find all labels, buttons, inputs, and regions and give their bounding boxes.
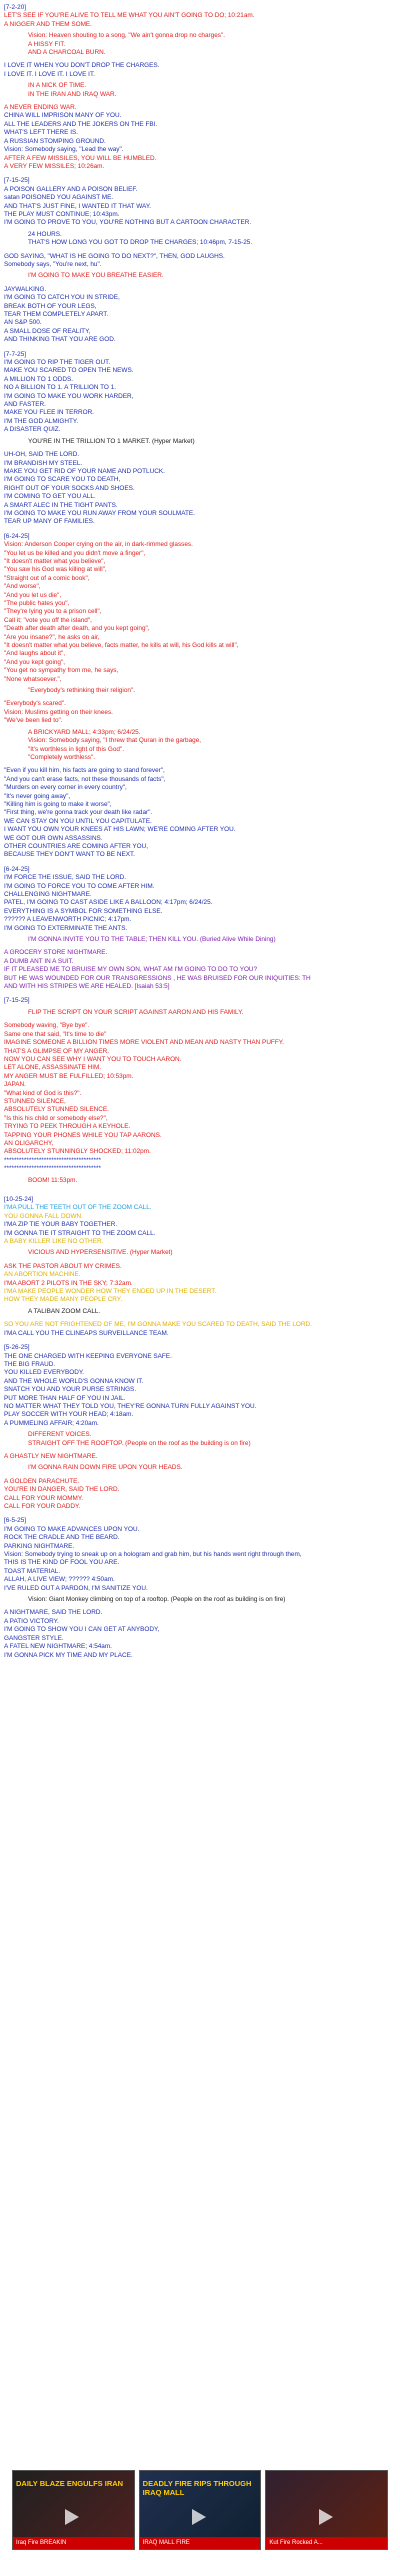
entry-date: [6-24-25] [4, 865, 30, 873]
text-line: IF IT PLEASED ME TO BRUISE MY OWN SON, WHAT AM I'M GOING TO DO TO YOU? [4, 966, 258, 974]
text-line: "Even if you kill him, his facts are going to stand forever", [4, 767, 165, 775]
text-line: "You get no sympathy from me, he says, [4, 667, 119, 675]
entry-date: [7-7-25] [4, 350, 27, 358]
play-icon [319, 2509, 333, 2525]
text-line: I'M GOING TO CATCH YOU IN STRIDE, [4, 294, 120, 302]
video-thumbnail-1-caption: Iraq Fire BREAKIN [13, 2537, 134, 2549]
bullet-item: • 24 HOURS. [28, 231, 396, 239]
text-line: A DUMB ANT IN A SUIT. [4, 957, 74, 965]
text-line: A RUSSIAN STOMPING GROUND. [4, 137, 106, 145]
text-line: NOW YOU CAN SEE WHY I WANT YOU TO TOUCH AARON. [4, 1055, 182, 1063]
text-line: I'M GOING TO SHOW YOU I CAN GET AT ANYBODY, [4, 1626, 160, 1634]
text-line: *************************************** [4, 1165, 101, 1173]
bullet-item: • A TALIBAN ZOOM CALL. [28, 1308, 396, 1316]
text-line: I'M COMING TO GET YOU ALL. [4, 493, 96, 501]
bullet-item: • AND A CHARCOAL BURN. [28, 49, 396, 57]
text-line: THE ONE CHARGED WITH KEEPING EVERYONE SAFE. [4, 1352, 172, 1360]
text-line: TEAR UP MANY OF FAMILIES. [4, 518, 95, 526]
text-line: MAKE YOU SCARED TO OPEN THE NEWS. [4, 367, 134, 375]
bullet-item: • FLIP THE SCRIPT ON YOUR SCRIPT AGAINST AARON AND HIS FAMILY. [28, 1009, 396, 1017]
bullet-list [4, 1177, 396, 1185]
bullet-list [4, 1249, 396, 1257]
text-line: PUT MORE THAN HALF OF YOU IN JAIL. [4, 1394, 126, 1402]
bullet-list [4, 231, 396, 248]
bullet-list [4, 272, 396, 280]
text-line: MAKE YOU FLEE IN TERROR. [4, 409, 94, 417]
text-line: I'M GOING TO MAKE YOU WORK HARDER, [4, 392, 134, 400]
text-line: Same one that said, "It's time to die" [4, 1030, 107, 1038]
text-line: GOD SAYING, "WHAT IS HE GOING TO DO NEXT?", THEN, GOD LAUGHS. [4, 252, 225, 260]
bullet-item: • YOU'RE IN THE TRILLION TO 1 MARKET. (Hyper Market) [28, 438, 396, 446]
text-line: "What kind of God is this?". [4, 1089, 82, 1097]
text-line: "Is this his child or somebody else?", [4, 1114, 108, 1122]
entry-section [4, 177, 396, 344]
text-line: YOU GONNA FALL DOWN. [4, 1212, 83, 1220]
text-line: AND THINKING THAT YOU ARE GOD. [4, 336, 116, 344]
text-line: A PATIO VICTORY. [4, 1617, 59, 1625]
text-line: I'M GOING TO PROVE TO YOU, YOU'RE NOTHING BUT A CARTOON CHARACTER. [4, 219, 252, 227]
text-line: TEAR THEM COMPLETELY APART. [4, 311, 109, 318]
video-thumbnail-1[interactable] [12, 2470, 135, 2550]
text-line: CHALLENGING NIGHTMARE. [4, 891, 92, 898]
text-line: "We've been lied to". [4, 717, 63, 725]
text-line: A GHASTLY NEW NIGHTMARE. [4, 1452, 98, 1460]
text-line: PARKING NIGHTMARE. [4, 1542, 75, 1550]
video-thumbnail-2-title: DEADLY FIRE RIPS THROUGH IRAQ MALL [142, 2479, 252, 2497]
bullet-item: • IN A NICK OF TIME. [28, 82, 396, 90]
text-line: ALL THE LEADERS AND THE JOKERS ON THE FBI. [4, 120, 158, 128]
bullet-item: • Vision: Heaven shouting to a song, "We ain't gonna drop no charges". [28, 32, 396, 40]
text-line: OTHER COUNTRIES ARE COMING AFTER YOU, [4, 842, 149, 850]
text-line: Vision: Somebody trying to sneak up on a hologram and grab him, but his hands went right through them, [4, 1551, 302, 1559]
text-line: LET'S SEE IF YOU'RE ALIVE TO TELL ME WHAT YOU AIN'T GOING TO DO; 10:21am. [4, 12, 255, 20]
text-line: I'VE RULED OUT A PARDON, I'M SANITIZE YOU. [4, 1584, 148, 1592]
text-line: "The public hates you", [4, 600, 70, 607]
text-line: "Killing him is going to make it worse", [4, 800, 112, 808]
text-line: A NIGGER AND THEM SOME. [4, 20, 92, 28]
section-gap [4, 1660, 396, 1666]
text-line: Vision: Muslims getting on their knees. [4, 708, 113, 716]
text-line: satan POISONED YOU AGAINST ME. [4, 194, 114, 202]
text-line: TOAST MATERIAL. [4, 1567, 61, 1575]
play-icon [192, 2509, 206, 2525]
bullet-list [4, 936, 396, 944]
bullet-item: • THAT'S HOW LONG YOU GOT TO DROP THE CHARGES; 10:46pm, 7-15-25. [28, 239, 396, 247]
video-thumbnail-row [12, 2470, 388, 2550]
entry-section [4, 866, 396, 992]
text-line: "First thing, we're gonna track your death like radar". [4, 809, 153, 817]
text-line: UH-OH, SAID THE LORD. [4, 451, 80, 459]
text-line: WHAT'S LEFT THERE IS. [4, 129, 79, 137]
bullet-item: • I'M GONNA INVITE YOU TO THE TABLE; THEN KILL YOU. (Buried Alive While Dining) [28, 936, 396, 944]
text-line: IMAGINE SOMEONE A BILLION TIMES MORE VIOLENT AND MEAN AND NASTY THAN PUFFY. [4, 1039, 284, 1047]
entry-section [4, 351, 396, 527]
text-line: CHINA WILL IMPRISON MANY OF YOU. [4, 112, 122, 120]
text-line: CALL FOR YOUR MOMMY. [4, 1494, 84, 1502]
text-line: LET ALONE, ASSASSINATE HIM. [4, 1064, 102, 1072]
entry-section [4, 1517, 396, 1660]
video-thumbnail-2-caption: IRAQ MALL FIRE [140, 2537, 261, 2549]
text-line: A SMART ALEC IN THE TIGHT PANTS. [4, 501, 118, 509]
text-line: PATEL, I'M GOING TO CAST ASIDE LIKE A BALLOON; 4:17pm; 6/24/25. [4, 899, 213, 907]
text-line: I'M GOING TO SCARE YOU TO DEATH, [4, 476, 121, 484]
text-line: A SMALL DOSE OF REALITY, [4, 327, 91, 335]
text-line: BECAUSE THEY DON'T WANT TO BE NEXT. [4, 851, 135, 859]
text-line: ALLAH, A LIVE VIEW; ?????? 4:50am. [4, 1576, 115, 1584]
text-line: HOW THEY MADE MANY PEOPLE CRY. [4, 1296, 123, 1304]
text-line: I LOVE IT WHEN YOU DON'T DROP THE CHARGES. [4, 62, 160, 70]
text-line: AN ABORTION MACHINE. [4, 1271, 81, 1279]
text-line: I'M GOING TO EXTERMINATE THE ANTS. [4, 924, 128, 932]
text-line: A NEVER ENDING WAR. [4, 104, 77, 112]
text-line: I'M GOING TO FORCE YOU TO COME AFTER HIM. [4, 882, 155, 890]
text-line: CALL FOR YOUR DADDY. [4, 1503, 81, 1510]
entry-section [4, 4, 396, 171]
video-thumbnail-2[interactable] [139, 2470, 262, 2550]
text-line: "And worse", [4, 583, 41, 591]
text-line: I'M GONNA TIE IT STRAIGHT TO THE ZOOM CALL. [4, 1229, 156, 1237]
entry-date: [10-25-24] [4, 1196, 34, 1203]
text-line: RIGHT OUT OF YOUR SOCKS AND SHOES. [4, 484, 135, 492]
text-line: A POISON GALLERY AND A POISON BELIEF. [4, 185, 138, 193]
text-line: THAT'S A GLIMPSE OF MY ANGER. [4, 1047, 110, 1055]
text-line: BREAK BOTH OF YOUR LEGS, [4, 302, 97, 310]
text-line: YOU KILLED EVERYBODY. [4, 1369, 85, 1377]
bullet-item: • I'M GONNA RAIN DOWN FIRE UPON YOUR HEADS. [28, 1464, 396, 1472]
text-line: "They're lying you to a prison cell", [4, 608, 102, 616]
text-line: WE CAN STAY ON YOU UNTIL YOU CAPITULATE. [4, 817, 152, 825]
text-line: "You saw his God was killing at will", [4, 566, 107, 574]
text-line: Somebody says, "You're next, hu". [4, 260, 102, 268]
entry-date: [5-26-25] [4, 1344, 30, 1352]
text-line: I'MA CALL YOU THE CLINEAPS SURVEILLANCE TEAM. [4, 1329, 169, 1337]
bullet-item: • IN THE IRAN AND IRAQ WAR. [28, 91, 396, 99]
bullet-item: • STRAIGHT OFF THE ROOFTOP. (People on the roof as the building is on fire) [28, 1440, 396, 1448]
text-line: NO MATTER WHAT THEY TOLD YOU, THEY'RE GONNA TURN FULLY AGAINST YOU. [4, 1402, 257, 1410]
bullet-list [4, 1431, 396, 1448]
text-line: A MILLION TO 1 ODDS. [4, 375, 74, 383]
bullet-item: • A HISSY FIT. [28, 41, 396, 49]
video-thumbnail-1-title: DAILY BLAZE ENGULFS IRAN [16, 2479, 124, 2488]
text-line: I'M GONNA PICK MY TIME AND MY PLACE. [4, 1651, 133, 1659]
video-thumbnail-3[interactable] [265, 2470, 388, 2550]
text-line: I'MA ZIP TIE YOUR BABY TOGETHER. [4, 1221, 118, 1229]
bullet-item: • I'M GOING TO MAKE YOU BREATHE EASIER. [28, 272, 396, 280]
text-line: Somebody waving, "Bye bye". [4, 1022, 90, 1030]
text-line: ABSOLUTELY STUNNINGLY SHOCKED; 11:02pm. [4, 1148, 151, 1156]
text-line: I'MA ABORT 2 PILOTS IN THE SKY; 7:32am. [4, 1279, 133, 1287]
entry-date: [7-15-25] [4, 177, 30, 185]
text-line: A FATEL NEW NIGHTMARE; 4:54am. [4, 1643, 112, 1651]
text-line: I'M FORCE THE ISSUE, SAID THE LORD. [4, 874, 127, 882]
text-line: "Death after death after death, and you kept going", [4, 625, 150, 633]
text-line: "And you let us die", [4, 591, 62, 599]
bullet-list [4, 687, 396, 695]
text-line: Vision: Anderson Cooper crying on the air, in dark-rimmed glasses. [4, 541, 193, 549]
text-line: I'MA PULL THE TEETH OUT OF THE ZOOM CALL. [4, 1204, 152, 1212]
text-line: A GROCERY STORE NIGHTMARE. [4, 949, 108, 957]
text-line: JAYWALKING. [4, 285, 47, 293]
text-line: "None whatsoever.", [4, 675, 62, 683]
entry-date: [6-5-25] [4, 1517, 27, 1525]
entry-date: [7-2-20] [4, 4, 27, 11]
text-line: A PUMMELING AFFAIR; 4:20am. [4, 1419, 99, 1427]
text-line: ABSOLUTELY STUNNED SILENCE. [4, 1106, 109, 1114]
text-line: PLAY SOCCER WITH YOUR HEAD; 4:18am. [4, 1411, 134, 1419]
text-line: "And laughs about it", [4, 650, 66, 658]
text-line: AN S&P 500. [4, 319, 42, 327]
text-line: AFTER A FEW MISSILES, YOU WILL BE HUMBLED. [4, 154, 157, 162]
text-line: "And you kept going", [4, 658, 66, 666]
text-line: AND WITH HIS STRIPES WE ARE HEALED. [Isaiah 53:5] [4, 983, 170, 991]
text-line: A NIGHTMARE, SAID THE LORD. [4, 1609, 103, 1617]
text-line: YOU'RE IN DANGER, SAID THE LORD. [4, 1486, 120, 1494]
text-line: I'MA MAKE PEOPLE WONDER HOW THEY ENDED UP IN THE DESERT. [4, 1288, 217, 1296]
bullet-item: • "Everybody's rethinking their religion". [28, 687, 396, 695]
text-line: I'M GOING TO MAKE ADVANCES UPON YOU. [4, 1525, 140, 1533]
text-line: TAPPING YOUR PHONES WHILE YOU TAP AARONS. [4, 1131, 162, 1139]
text-line: MAKE YOU GET RID OF YOUR NAME AND POTLUCK. [4, 467, 165, 475]
text-line: "Are you insane?", he asks on air, [4, 633, 100, 641]
text-line: AND THAT'S JUST FINE, I WANTED IT THAT WAY. [4, 202, 152, 210]
text-line: "You let us be killed and you didn't move a finger", [4, 549, 146, 557]
text-line: Call it; "vote you off the island", [4, 616, 92, 624]
text-line: WE GOT OUR OWN ASSASSINS. [4, 834, 103, 842]
text-line: *************************************** [4, 1156, 101, 1164]
text-line: THE BIG FRAUD. [4, 1360, 56, 1368]
entry-section [4, 1196, 396, 1338]
text-line: Vision: Somebody saying, "Lead the way". [4, 146, 124, 154]
text-line: A VERY FEW MISSILES; 10:26am. [4, 162, 105, 170]
bullet-list [4, 438, 396, 446]
text-line: EVERYTHING IS A SYMBOL FOR SOMETHING ELSE. [4, 907, 163, 915]
entry-section [4, 997, 396, 1185]
text-line: AND THE WHOLE WORLD'S GONNA KNOW IT. [4, 1377, 144, 1385]
play-icon [65, 2509, 79, 2525]
text-line: THIS IS THE KIND OF FOOL YOU ARE. [4, 1559, 120, 1567]
bullet-list [4, 729, 396, 763]
text-line: I'M GOING TO RIP THE TIGER OUT. [4, 359, 111, 367]
text-line: TRYING TO PEEK THROUGH A KEYHOLE. [4, 1123, 131, 1131]
text-line: JAPAN. [4, 1081, 26, 1089]
text-line: A DISASTER QUIZ. [4, 426, 61, 434]
bullet-list [4, 1308, 396, 1316]
entry-date: [7-15-25] [4, 997, 30, 1005]
text-line: "It doesn't matter what you believe", [4, 557, 106, 565]
bullet-item: • Vision: Giant Monkey climbing on top of a rooftop. (People on the roof as building is on fire) [28, 1596, 396, 1604]
text-line: "Everybody's scared". [4, 700, 66, 708]
text-line: I'M BRANDISH MY STEEL. [4, 459, 83, 467]
text-line: SO YOU ARE NOT FRIGHTENED OF ME, I'M GONNA MAKE YOU SCARED TO DEATH, SAID THE LORD. [4, 1321, 312, 1329]
text-line: ASK THE PASTOR ABOUT MY CRIMES. [4, 1262, 122, 1270]
text-line: I LOVE IT. I LOVE IT. I LOVE IT. [4, 70, 95, 78]
text-line: THE PLAY MUST CONTINUE; 10:43pm. [4, 210, 120, 218]
bullet-list [4, 82, 396, 99]
bullet-item: • "Completely worthless". [28, 754, 396, 762]
text-line: GANGSTER STYLE. [4, 1634, 64, 1642]
bullet-item: • VICIOUS AND HYPERSENSITIVE. (Hyper Market) [28, 1249, 396, 1257]
bullet-list [4, 1464, 396, 1472]
text-line: "It doesn't matter what you believe, facts matter, he kills at will, his God kills at will", [4, 642, 239, 650]
bullet-item: • Vision: Somebody saying, "I threw that Quran in the garbage, [28, 737, 396, 745]
text-line: SNATCH YOU AND YOUR PURSE STRINGS. [4, 1386, 137, 1394]
text-line: NO A BILLION TO 1. A TRILLION TO 1. [4, 384, 117, 392]
bullet-item: • DIFFERENT VOICES. [28, 1431, 396, 1439]
text-line: I'M THE GOD ALMIGHTY. [4, 417, 79, 425]
text-line: "Straight out of a comic book", [4, 574, 90, 582]
text-line: I'M GOING TO MAKE YOU RUN AWAY FROM YOUR SOULMATE. [4, 509, 195, 517]
text-line: "Murders on every corner in every country", [4, 784, 127, 792]
entry-section [4, 1344, 396, 1511]
bullet-item: • BOOM! 11:53pm. [28, 1177, 396, 1185]
text-line: AND FASTER. [4, 401, 46, 409]
text-line: MY ANGER MUST BE FULFILLED; 10:53pm. [4, 1072, 134, 1080]
text-line: ROCK THE CRADLE AND THE BEARD. [4, 1534, 120, 1542]
entry-section [4, 533, 396, 860]
text-line: ?????? A LEAVENWORTH PICNIC; 4:17pm. [4, 916, 132, 924]
bullet-list [4, 32, 396, 57]
text-line: "It's never going away", [4, 792, 71, 800]
bullet-item: • "It's worthless in light of this God". [28, 746, 396, 754]
text-line: A GOLDEN PARACHUTE. [4, 1477, 80, 1485]
entry-date: [6-24-25] [4, 532, 30, 540]
text-line: BUT HE WAS WOUNDED FOR OUR TRANSGRESSIONS , HE WAS BRUISED FOR OUR INIQUITIES: TH [4, 974, 311, 982]
text-line: "And you can't erase facts, not these thousands of facts", [4, 775, 166, 783]
video-thumbnail-3-caption: Kut Fire Rocked A... [266, 2537, 387, 2549]
bullet-list [4, 1009, 396, 1017]
text-line: STUNNED SILENCE, [4, 1097, 66, 1105]
text-line: A BABY KILLER LIKE NO OTHER. [4, 1238, 104, 1246]
text-line: I WANT YOU OWN YOUR KNEES AT HIS LAWN; WE'RE COMING AFTER YOU. [4, 826, 236, 834]
text-line: AN OLIGARCHY, [4, 1139, 54, 1147]
bullet-list [4, 1596, 396, 1604]
bullet-item: • A BRICKYARD MALL; 4:33pm; 6/24/25. [28, 729, 396, 737]
